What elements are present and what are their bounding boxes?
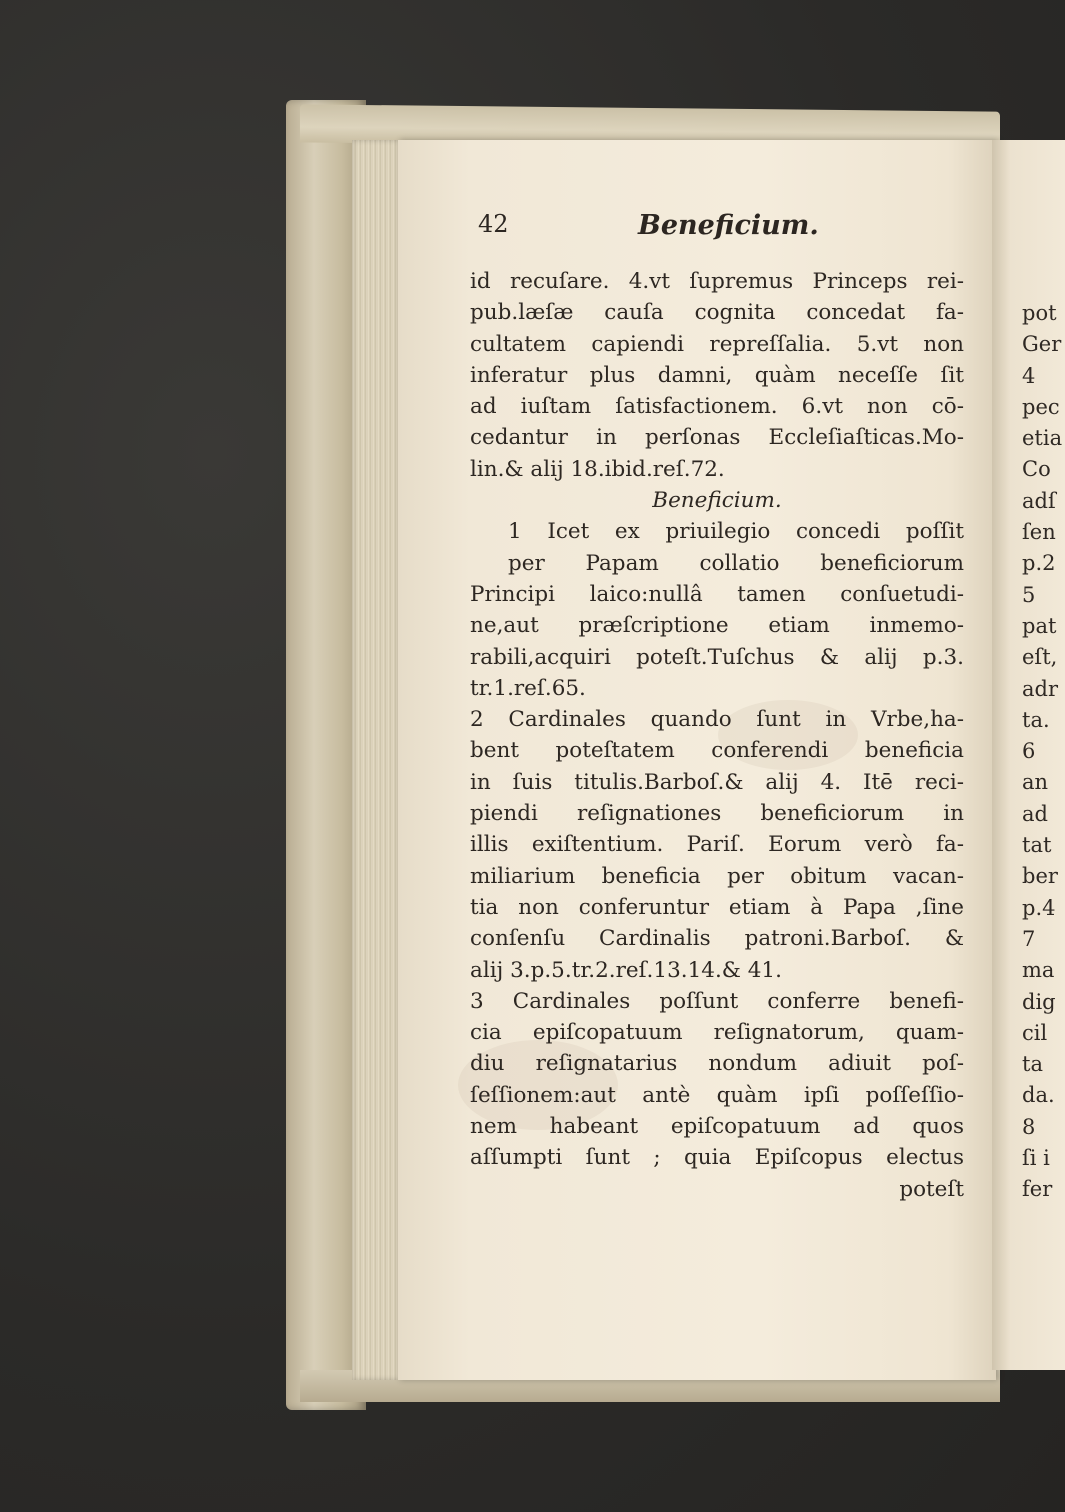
text-line: per Papam collatio beneficiorum [508,550,964,576]
facing-text-fragment: ad [1022,801,1048,826]
text-line: ſeſſionem:aut antè quàm ipſi poſſeſſio- [470,1082,964,1108]
facing-text-fragment: Ger [1022,332,1062,357]
facing-text-fragment: ta [1022,1052,1043,1077]
page-edges [352,140,402,1380]
text-line: nem habeant epiſcopatuum ad quos [470,1114,964,1140]
running-head: Beneficium. [638,210,819,241]
facing-text-fragment: 8 [1022,1114,1036,1139]
text-line: inferatur plus damni, quàm neceſſe ſit [470,362,964,388]
facing-text-fragment: ta. [1022,707,1050,732]
text-line: miliarium beneficia per obitum vacan- [470,863,964,889]
facing-text-fragment: dig [1022,989,1056,1014]
text-line: ne,aut præſcriptione etiam inmemo- [470,613,964,639]
facing-text-fragment: adr [1022,676,1059,701]
text-line: tia non conferuntur etiam à Papa ,ſine [470,894,964,920]
facing-text-fragment: pat [1022,613,1057,638]
facing-text-fragment: ſen [1022,520,1056,545]
text-line: conſenſu Cardinalis patroni.Barboſ. & [470,926,964,952]
section-title: Beneficium. [652,488,782,514]
page-number: 42 [478,210,509,238]
facing-text-fragment: ma [1022,958,1055,983]
text-line: pub.læſæ cauſa cognita concedat fa- [470,300,964,326]
text-line: cia epiſcopatuum reſignatorum, quam- [470,1020,964,1046]
facing-text-fragment: pec [1022,394,1060,419]
text-line: id recuſare. 4.vt ſupremus Princeps rei- [470,269,964,294]
text-line: ad iuſtam ſatisfactionem. 6.vt non cō- [470,394,964,420]
facing-text-fragment: da. [1022,1083,1055,1108]
facing-text-fragment: etia [1022,426,1063,451]
facing-text-fragment: pot [1022,301,1057,325]
text-line: cedantur in perſonas Eccleſiaſticas.Mo- [470,425,964,451]
text-line: alij 3.p.5.tr.2.reſ.13.14.& 41. [470,957,782,983]
text-line: bent poteſtatem conferendi beneficia [470,738,964,764]
facing-text-fragment: tat [1022,833,1052,858]
text-line: 3 Cardinales poſſunt conferre benefi- [470,988,964,1014]
text-line: 2 Cardinales quando ſunt in Vrbe,ha- [470,707,964,733]
text-line: aſſumpti ſunt ; quia Epiſcopus electus [470,1145,964,1171]
facing-text-fragment: an [1022,770,1049,795]
catchword: poteſt [899,1176,964,1202]
text-line: illis exiſtentium. Pariſ. Eorum verò fa- [470,832,964,858]
facing-text-fragment: p.2 [1022,551,1056,576]
page-header [478,210,958,250]
text-line: 1 Icet ex priuilegio concedi poſſit [508,519,964,545]
text-line: cultatem capiendi repreſſalia. 5.vt non [470,331,964,357]
facing-text-fragment: 5 [1022,582,1036,607]
facing-text-fragment: ber [1022,864,1058,889]
facing-text-fragment: ſi i [1022,1146,1050,1171]
text-line: piendi reſignationes beneficiorum in [470,801,964,827]
facing-text-fragment: p.4 [1022,895,1056,920]
page-body [470,266,964,1205]
text-line: rabili,acquiri poteſt.Tuſchus & alij p.3. [470,644,964,670]
facing-text-fragment: 6 [1022,739,1036,764]
facing-text-fragment: cil [1022,1020,1048,1045]
facing-text-fragment: adſ [1022,488,1056,513]
facing-text-fragment: fer [1022,1177,1053,1202]
facing-text-fragment: eſt, [1022,645,1058,670]
text-line: diu reſignatarius nondum adiuit poſ- [470,1051,964,1077]
facing-page-text [1022,298,1065,1206]
facing-text-fragment: 4 [1022,363,1036,388]
text-line: tr.1.reſ.65. [470,675,586,701]
facing-text-fragment: 7 [1022,926,1036,951]
text-line: lin.& alij 18.ibid.reſ.72. [470,456,725,482]
text-line: Principi laico:nullâ tamen conſuetudi- [470,581,964,607]
text-line: in ſuis titulis.Barboſ.& alij 4. Itē reci- [470,769,964,795]
facing-text-fragment: Co [1022,457,1051,482]
